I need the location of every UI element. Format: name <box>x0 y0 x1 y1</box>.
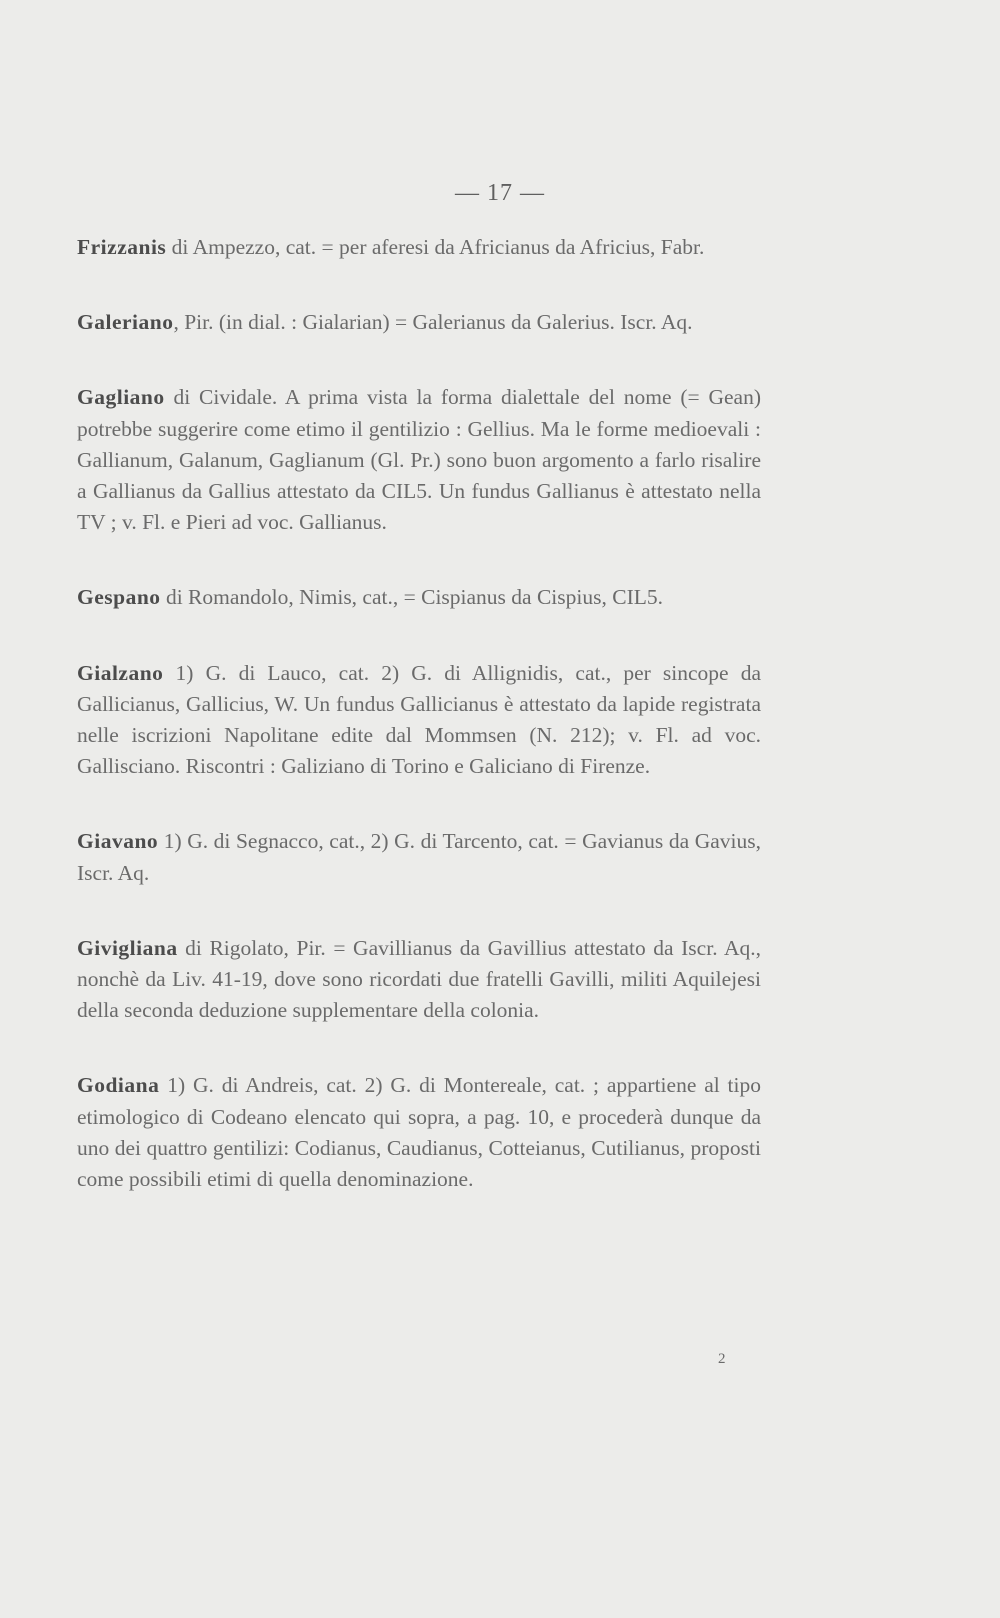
entry-gagliano <box>77 382 761 538</box>
entry-headword: Gespano <box>77 585 161 610</box>
entry-text: 1) G. di Segnacco, cat., 2) G. di Tarcento, cat. = Gavianus da Gavius, Iscr. Aq. <box>77 829 761 885</box>
entry-galeriano <box>77 307 761 338</box>
entry-headword: Giavano <box>77 829 159 854</box>
entry-list <box>77 232 761 1239</box>
entry-giavano <box>77 826 761 888</box>
entry-text: di Cividale. A prima vista la forma dialettale del nome (= Gean) potrebbe suggerire come etimo il gentilizio : Gellius. Ma le forme medioevali : Gallianum, Galanum, Gaglianum (Gl. Pr.) sono buon argomento a farlo risalire a Gallianus da Gallius attestato da CIL5. Un fundus Gallianus è attestato nella TV ; v. Fl. e Pieri ad voc. Gallianus. <box>77 385 761 535</box>
entry-givigliana <box>77 933 761 1027</box>
entry-headword: Gagliano <box>77 385 165 410</box>
entry-headword: Gialzano <box>77 660 164 685</box>
entry-frizzanis <box>77 232 761 263</box>
entry-headword: Givigliana <box>77 935 178 960</box>
entry-text: di Rigolato, Pir. = Gavillianus da Gavillius attestato da Iscr. Aq., nonchè da Liv. 41-19, dove sono ricordati due fratelli Gavilli, militi Aquilejesi della seconda deduzione supplementare della colonia. <box>77 935 761 1023</box>
signature-mark: 2 <box>718 1351 726 1367</box>
entry-headword: Frizzanis <box>77 235 167 259</box>
entry-gespano <box>77 582 761 613</box>
entry-text: , Pir. (in dial. : Gialarian) = Galerianus da Galerius. Iscr. Aq. <box>173 310 693 335</box>
entry-text: di Romandolo, Nimis, cat., = Cispianus da Cispius, CIL5. <box>160 585 663 610</box>
entry-headword: Godiana <box>77 1073 160 1098</box>
entry-text: 1) G. di Andreis, cat. 2) G. di Montereale, cat. ; appartiene al tipo etimologico di Codeano elencato qui sopra, a pag. 10, e procederà dunque da uno dei quattro gentilizi: Codianus, Caudianus, Cotteianus, Cutilianus, proposti come possibili etimi di quella denominazione. <box>77 1073 761 1192</box>
entry-gialzano <box>77 658 761 783</box>
entry-text: di Ampezzo, cat. = per aferesi da Africianus da Africius, Fabr. <box>166 235 705 259</box>
page-number: — 17 — <box>455 180 545 206</box>
entry-godiana <box>77 1070 761 1195</box>
entry-text: 1) G. di Lauco, cat. 2) G. di Allignidis, cat., per sincope da Gallicianus, Gallicius, W. Un fundus Gallicianus è attestato da lapide registrata nelle iscrizioni Napolitane edite dal Mommsen (N. 212); v. Fl. ad voc. Gallisciano. Riscontri : Galiziano di Torino e Galiciano di Firenze. <box>77 660 761 779</box>
entry-headword: Galeriano <box>77 310 174 335</box>
